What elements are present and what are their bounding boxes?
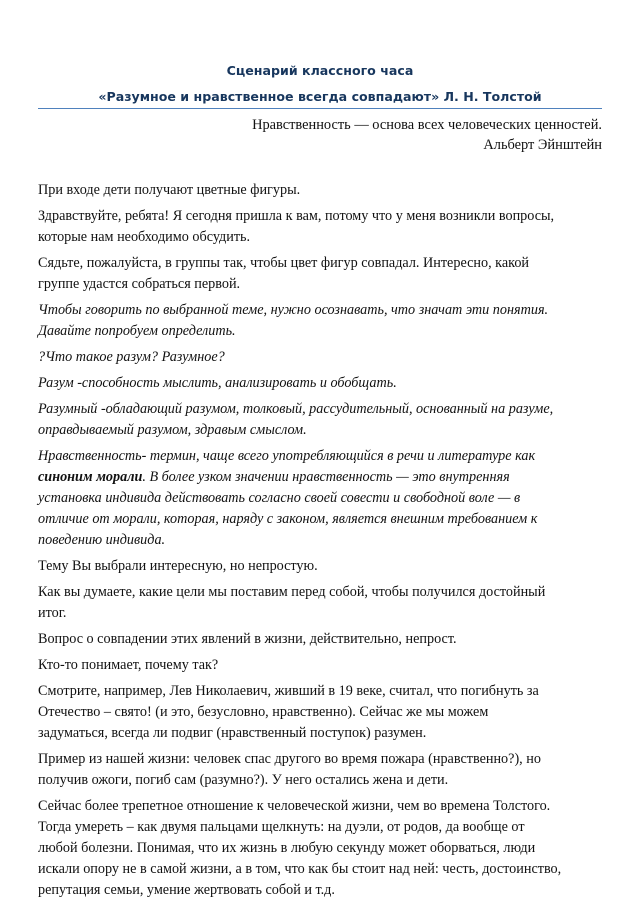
document-body [38,180,602,906]
epigraph [38,115,602,155]
text-line: При входе дети получают цветные фигуры. [38,182,301,198]
paragraph-definition-reason [38,373,602,394]
text-line: группе удастся собраться первой. [38,276,241,292]
paragraph-tolstoy [38,681,602,744]
text-line: получив ожоги, погиб сам (разумно?). У него остались жена и дети. [38,772,449,788]
epigraph-author: Альберт Эйнштейн [483,137,602,153]
text-line: Здравствуйте, ребята! Я сегодня пришла к вам, потому что у меня возникли вопросы, [38,208,555,224]
text-line: Нравственность- термин, чаще всего употребляющийся в речи и литературе как [38,448,536,464]
text-line: которые нам необходимо обсудить. [38,229,251,245]
text-line: Кто-то понимает, почему так? [38,657,219,673]
text-line: Как вы думаете, какие цели мы поставим перед собой, чтобы получился достойный [38,584,546,600]
text-fragment: . В более узком значении нравственность — это внутренняя [142,469,510,485]
text-line: Разумный -обладающий разумом, толковый, рассудительный, основанный на разуме, [38,401,554,417]
paragraph-entry [38,180,602,201]
text-line: Разум -способность мыслить, анализировать и обобщать. [38,375,397,391]
text-line: Сядьте, пожалуйста, в группы так, чтобы цвет фигур совпадал. Интересно, какой [38,255,530,271]
paragraph-question-reason [38,347,602,368]
text-line: любой болезни. Понимая, что их жизнь в любую секунду может оборваться, люди [38,840,536,856]
paragraph-concepts [38,300,602,342]
text-line: итог. [38,605,67,621]
paragraph-coincidence [38,629,602,650]
bold-term: синоним морали [38,469,143,485]
text-line: Вопрос о совпадении этих явлений в жизни, действительно, непрост. [38,631,457,647]
paragraph-modern [38,796,602,901]
paragraph-definition-morality [38,446,602,551]
epigraph-quote: Нравственность — основа всех человеческих ценностей. [252,117,602,133]
text-line: Сейчас более трепетное отношение к человеческой жизни, чем во времена Толстого. [38,798,551,814]
paragraph-topic [38,556,602,577]
text-line: Тему Вы выбрали интересную, но непростую. [38,558,318,574]
text-line: Давайте попробуем определить. [38,323,236,339]
paragraph-definition-reasonable [38,399,602,441]
text-line: задуматься, всегда ли подвиг (нравственный поступок) разумен. [38,725,427,741]
document-header [38,58,602,110]
text-line: установка индивида действовать согласно своей совести и свободной воле — в [38,490,521,506]
paragraph-goals [38,582,602,624]
paragraph-groups [38,253,602,295]
text-line: оправдываемый разумом, здравым смыслом. [38,422,307,438]
text-line: Пример из нашей жизни: человек спас другого во время пожара (нравственно?), но [38,751,541,767]
text-line [38,467,602,488]
paragraph-example [38,749,602,791]
text-line: Тогда умереть – как двумя пальцами щелкнуть: на дуэли, от родов, да вообще от [38,819,525,835]
text-line: репутация семьи, умение жертвовать собой и т.д. [38,882,335,898]
text-line: Чтобы говорить по выбранной теме, нужно осознавать, что значат эти понятия. [38,302,549,318]
text-line: поведению индивида. [38,532,166,548]
paragraph-why [38,655,602,676]
text-line: ?Что такое разум? Разумное? [38,349,225,365]
document-title: Сценарий классного часа [226,63,414,78]
paragraph-greeting [38,206,602,248]
text-line: отличие от морали, которая, наряду с законом, является внешним требованием к [38,511,538,527]
text-line: Отечество – свято! (и это, безусловно, нравственно). Сейчас же мы можем [38,704,489,720]
text-line: Смотрите, например, Лев Николаевич, живший в 19 веке, считал, что погибнуть за [38,683,539,699]
text-line: искали опору не в самой жизни, а в том, что как бы стоит над ней: честь, достоинство, [38,861,562,877]
header-divider [38,108,602,109]
document-subtitle: «Разумное и нравственное всегда совпадают» Л. Н. Толстой [98,89,542,104]
